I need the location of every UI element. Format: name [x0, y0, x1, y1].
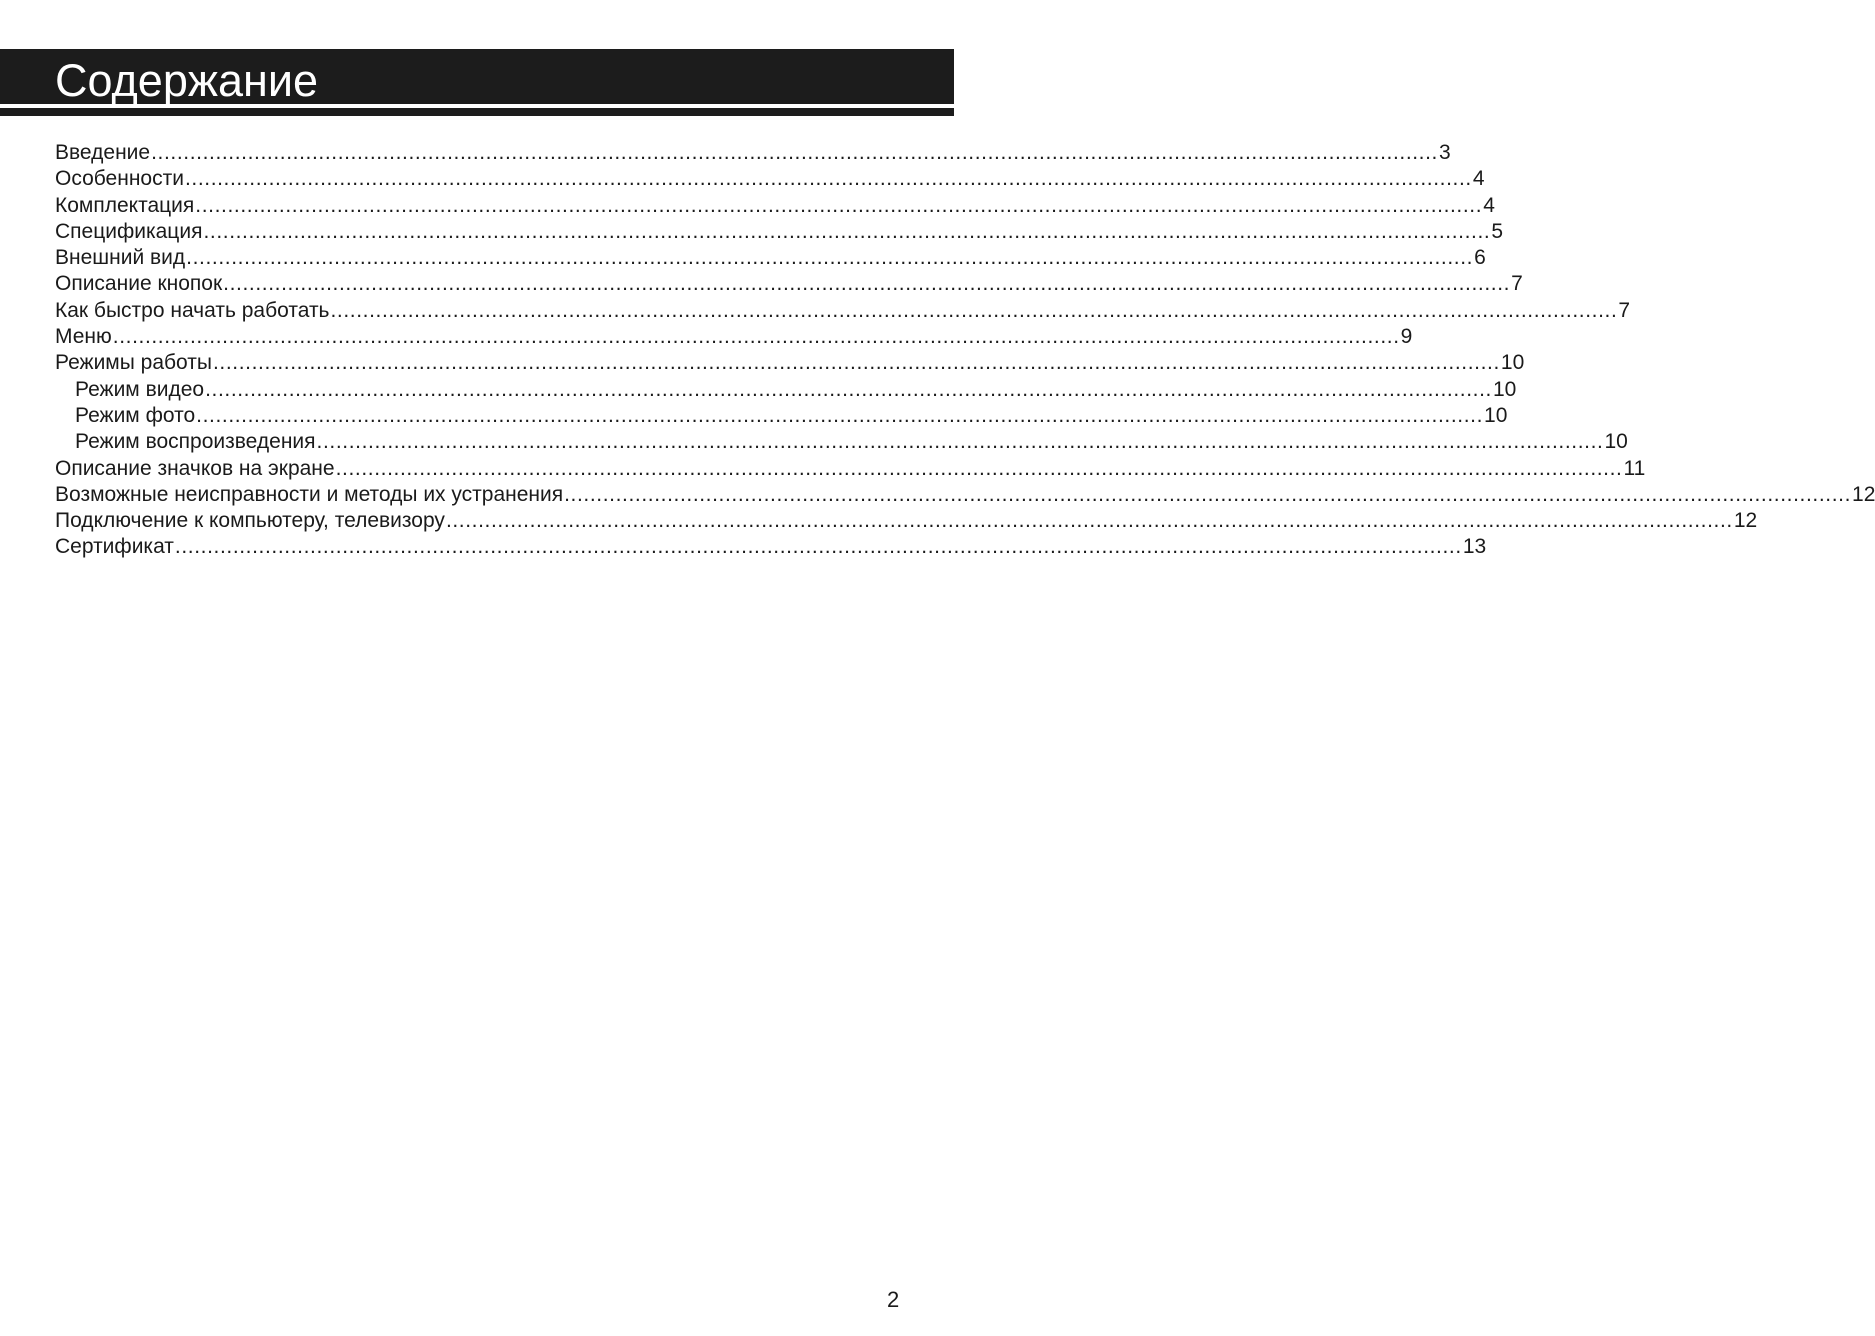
- toc-entry-page: 6: [1474, 246, 1486, 270]
- toc-entry-page: 3: [1439, 141, 1451, 164]
- toc-entry-page: 11: [1623, 456, 1646, 480]
- toc-leader-dots: ........................................................................................................................................................................................................: [203, 219, 1491, 243]
- toc-entry-page: 13: [1462, 535, 1487, 559]
- toc-entry-title: Подключение к компьютеру, телевизору: [55, 509, 445, 533]
- toc-entry[interactable]: [0, 166, 1485, 192]
- toc-entry[interactable]: [0, 456, 1646, 482]
- toc-entry-title: Режим воспроизведения: [75, 430, 316, 454]
- toc-entry-title: Описание кнопок: [55, 272, 223, 296]
- toc-entry-title: Комплектация: [55, 193, 195, 217]
- toc-entry-page: 10: [1484, 403, 1508, 427]
- toc-entry-title: Возможные неисправности и методы их устранения: [55, 482, 564, 506]
- toc-entry[interactable]: [0, 324, 1413, 350]
- toc-entry-page: 5: [1491, 219, 1504, 243]
- toc-entry-title: Описание значков на экране: [55, 456, 335, 480]
- toc-leader-dots: ........................................................................................................................................................................................................: [316, 430, 1604, 454]
- page-number: 2: [887, 1287, 900, 1312]
- header-underline: [0, 108, 954, 116]
- toc-entry-page: 12: [1852, 482, 1875, 506]
- toc-entry-page: 7: [1511, 272, 1523, 296]
- toc-leader-dots: ........................................................................................................................................................................................................: [174, 535, 1462, 559]
- toc-entry[interactable]: [0, 350, 1525, 376]
- toc-entry-page: 4: [1472, 167, 1485, 191]
- toc-entry-title: Введение: [55, 141, 151, 164]
- toc-entry-title: Особенности: [55, 167, 184, 191]
- page-title: Содержание: [55, 55, 318, 106]
- toc-entry-page: 10: [1604, 430, 1628, 454]
- toc-leader-dots: ........................................................................................................................................................................................................: [112, 325, 1400, 349]
- toc-entry-title: Режимы работы: [55, 351, 212, 375]
- toc-entry-page: 12: [1733, 509, 1758, 533]
- toc-leader-dots: ........................................................................................................................................................................................................: [184, 167, 1472, 191]
- table-of-contents: [0, 140, 1875, 561]
- toc-entry-title: Режим фото: [75, 403, 196, 427]
- toc-entry[interactable]: [0, 534, 1487, 560]
- toc-leader-dots: ........................................................................................................................................................................................................: [151, 141, 1438, 164]
- toc-entry[interactable]: [0, 508, 1758, 534]
- toc-entry[interactable]: [0, 271, 1523, 297]
- toc-entry-title: Внешний вид: [55, 246, 186, 270]
- toc-leader-dots: ........................................................................................................................................................................................................: [564, 482, 1852, 506]
- toc-subentry[interactable]: [0, 403, 1508, 429]
- toc-leader-dots: ........................................................................................................................................................................................................: [186, 246, 1474, 270]
- toc-leader-dots: ........................................................................................................................................................................................................: [195, 193, 1483, 217]
- toc-entry-title: Сертификат: [55, 535, 174, 559]
- toc-leader-dots: ........................................................................................................................................................................................................: [223, 272, 1511, 296]
- toc-entry-title: Спецификация: [55, 219, 203, 243]
- toc-entry[interactable]: [0, 140, 1451, 166]
- toc-entry-page: 4: [1483, 193, 1495, 217]
- toc-subentry[interactable]: [0, 377, 1517, 403]
- toc-leader-dots: ........................................................................................................................................................................................................: [445, 509, 1733, 533]
- toc-subentry[interactable]: [0, 429, 1628, 455]
- toc-entry[interactable]: [0, 482, 1875, 508]
- toc-entry-page: 7: [1618, 298, 1631, 322]
- toc-leader-dots: ........................................................................................................................................................................................................: [330, 298, 1618, 322]
- toc-entry-title: Режим видео: [75, 377, 205, 401]
- toc-entry-title: Как быстро начать работать: [55, 298, 330, 322]
- toc-entry[interactable]: [0, 193, 1495, 219]
- toc-leader-dots: ........................................................................................................................................................................................................: [335, 456, 1623, 480]
- toc-entry[interactable]: [0, 298, 1631, 324]
- toc-entry-page: 9: [1400, 325, 1413, 349]
- toc-entry-page: 10: [1492, 377, 1517, 401]
- toc-entry[interactable]: [0, 245, 1486, 271]
- toc-leader-dots: ........................................................................................................................................................................................................: [196, 403, 1484, 427]
- toc-entry-title: Меню: [55, 325, 112, 349]
- toc-entry[interactable]: [0, 219, 1504, 245]
- toc-entry-page: 10: [1500, 351, 1525, 375]
- toc-leader-dots: ........................................................................................................................................................................................................: [213, 351, 1500, 375]
- toc-leader-dots: ........................................................................................................................................................................................................: [205, 377, 1492, 401]
